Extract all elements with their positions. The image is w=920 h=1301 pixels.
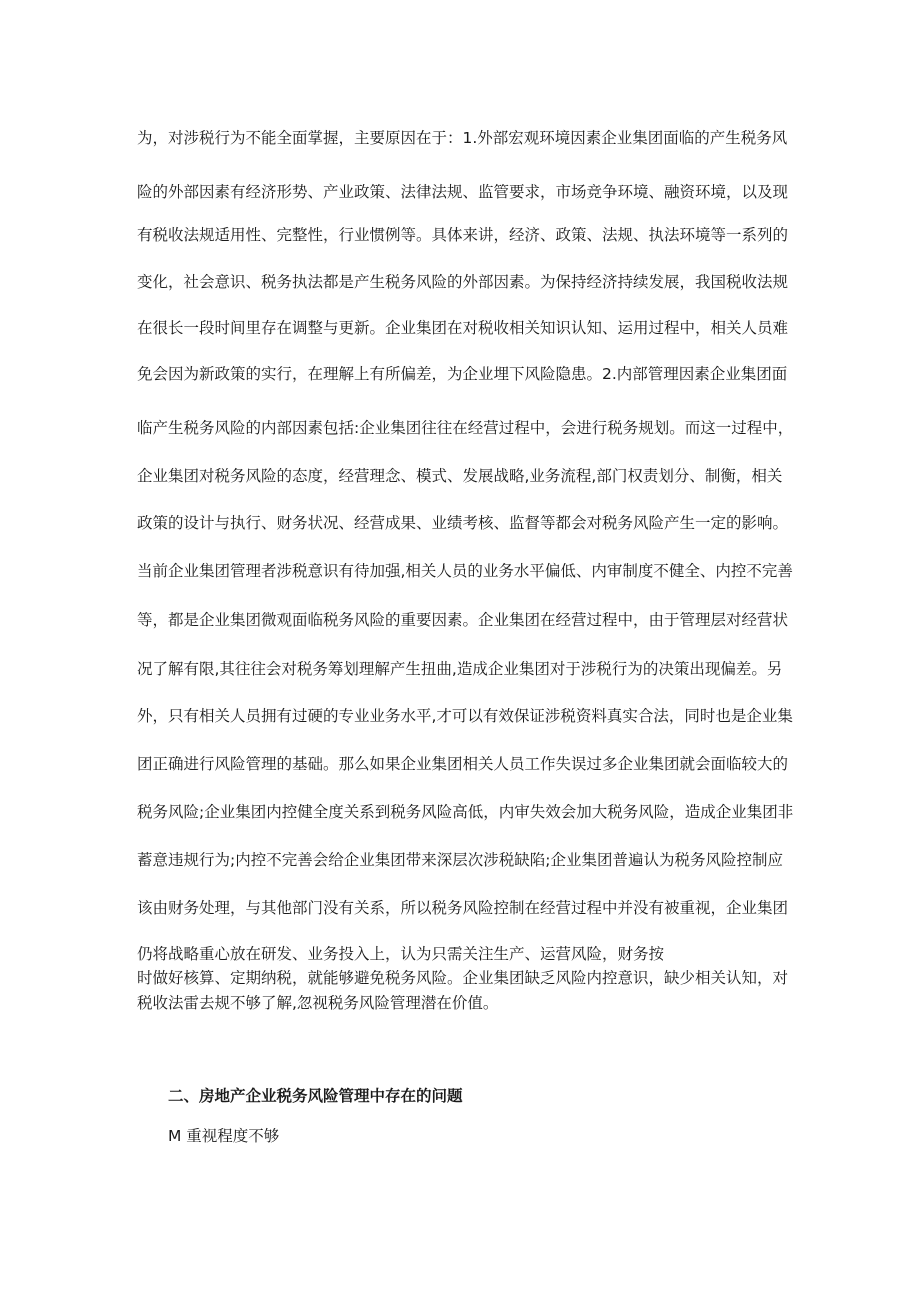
paragraph-line: 税务风险;企业集团内控健全度关系到税务风险高低，内审失效会加大税务风险，造成企业集团非 (137, 803, 794, 821)
paragraph-line: 蓄意违规行为;内控不完善会给企业集团带来深层次涉税缺陷;企业集团普遍认为税务风险控制应 (137, 851, 783, 869)
paragraph-line: 有税收法规适用性、完整性，行业惯例等。具体来讲，经济、政策、法规、执法环境等一系列的 (137, 226, 789, 244)
paragraph-line: 险的外部因素有经济形势、产业政策、法律法规、监管要求，市场竞争环境、融资环境，以及现 (137, 183, 789, 201)
paragraph-line: 政策的设计与执行、财务状况、经营成果、业绩考核、监督等都会对税务风险产生一定的影响。 (137, 514, 789, 532)
paragraph-line: 团正确进行风险管理的基础。那么如果企业集团相关人员工作失误过多企业集团就会面临较大的 (137, 755, 789, 773)
paragraph-line: 当前企业集团管理者涉税意识有待加强,相关人员的业务水平偏低、内审制度不健全、内控不完善 (137, 562, 793, 580)
section-heading: 二、房地产企业税务风险管理中存在的问题 (168, 1087, 463, 1105)
paragraph-line: 时做好核算、定期纳税，就能够避免税务风险。企业集团缺乏风险内控意识，缺少相关认知，对 (137, 969, 789, 987)
subsection-heading: M 重视程度不够 (168, 1127, 280, 1145)
paragraph-line: 等，都是企业集团微观面临税务风险的重要因素。企业集团在经营过程中，由于管理层对经营状 (137, 611, 789, 629)
paragraph-line: 外，只有相关人员拥有过硬的专业业务水平,才可以有效保证涉税资料真实合法，同时也是企业集 (137, 707, 793, 725)
paragraph-line: 企业集团对税务风险的态度，经营理念、模式、发展战略,业务流程,部门权责划分、制衡，相关 (137, 467, 783, 485)
paragraph-line: 临产生税务风险的内部因素包括:企业集团往往在经营过程中，会进行税务规划。而这一过程中， (137, 419, 794, 437)
paragraph-line: 税收法雷去规不够了解,忽视税务风险管理潜在价值。 (137, 994, 499, 1012)
paragraph-line: 免会因为新政策的实行，在理解上有所偏差，为企业埋下风险隐患。2.内部管理因素企业集团面 (137, 365, 788, 383)
paragraph-line: 该由财务处理，与其他部门没有关系，所以税务风险控制在经营过程中并没有被重视，企业集团 (137, 899, 789, 917)
paragraph-line: 况了解有限,其往往会对税务筹划理解产生扭曲,造成企业集团对于涉税行为的决策出现偏差。另 (137, 660, 783, 678)
paragraph-line: 变化，社会意识、税务执法都是产生税务风险的外部因素。为保持经济持续发展，我国税收法规 (137, 273, 789, 291)
paragraph-line: 在很长一段时间里存在调整与更新。企业集团在对税收相关知识认知、运用过程中，相关人员难 (137, 319, 789, 337)
paragraph-line: 仍将战略重心放在研发、业务投入上，认为只需关注生产、运营风险，财务按 (137, 945, 665, 963)
paragraph-line: 为，对涉税行为不能全面掌握，主要原因在于：1.外部宏观环境因素企业集团面临的产生税务风 (137, 129, 788, 147)
